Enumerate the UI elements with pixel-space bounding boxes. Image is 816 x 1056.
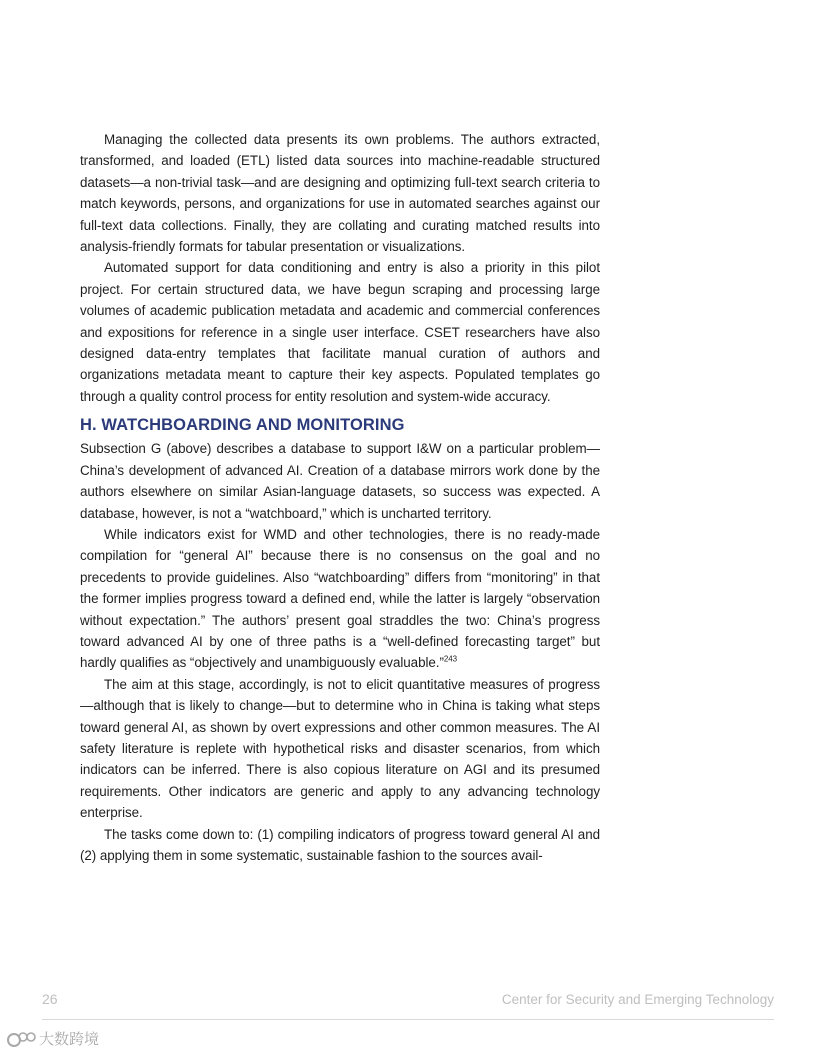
section-heading: H. WATCHBOARDING AND MONITORING [80,416,405,435]
watermark-text: 大数跨境 [39,1031,100,1048]
footnote-marker: 243 [443,654,458,664]
footer-divider [42,1019,774,1020]
body-paragraph-6: The tasks come down to: (1) compiling indicators of progress toward general AI and (2) applying them in some systematic, sustainable fashion to the sources avail- [80,826,600,863]
page-number: 26 [42,991,58,1007]
watermark-logo-icon [6,1029,36,1049]
body-paragraph-4-text: While indicators exist for WMD and other technologies, there is no ready-made compilation for “general AI” because there is no consensus on the goal and no precedents to provide guidelines. Also “watchboarding” differs from “monitoring” in that the former implies progress toward a defined end, while the latter is largely “observation without expectation.” The authors’ present goal straddles the two: China’s progress toward advanced AI by one of three paths is a “well-defined forecasting target” but hardly qualifies as “objectively and unambiguously evaluable.” [80,526,600,671]
body-paragraph-2: Automated support for data conditioning and entry is also a priority in this pilot project. For certain structured data, we have begun scraping and processing large volumes of academic publication metadata and academic and commercial conferences and expositions for reference in a single user interface. CSET researchers have also designed data-entry templates that facilitate manual curation of authors and organizations metadata meant to capture their key aspects. Populated templates go through a quality control process for entity resolution and system-wide accuracy. [80,260,600,404]
body-paragraph-5: The aim at this stage, accordingly, is not to elicit quantitative measures of progress—although that is likely to change—but to determine who in China is taking what steps toward general AI, as shown by overt expressions and other common measures. The AI safety literature is replete with hypothetical risks and disaster scenarios, from which indicators can be inferred. There is also copious literature on AGI and its presumed requirements. Other indicators are generic and apply to any advancing technology enterprise. [80,676,600,821]
footer-organization: Center for Security and Emerging Technology [501,992,774,1007]
watermark [6,1028,99,1049]
body-paragraph-3: Subsection G (above) describes a database to support I&W on a particular problem—China’s development of advanced AI. Creation of a database mirrors work done by the authors elsewhere on similar Asian-language datasets, so success was expected. A database, however, is not a “watchboard,” which is uncharted territory. [80,441,600,521]
body-paragraph-1: Managing the collected data presents its own problems. The authors extracted, transformed, and loaded (ETL) listed data sources into machine-readable structured datasets—a non-trivial task—and are designing and optimizing full-text search criteria to match keywords, persons, and organizations for use in automated searches against our full-text data collections. Finally, they are collating and curating matched results into analysis-friendly formats for tabular presentation or visualizations. [80,132,600,255]
body-paragraph-4 [80,524,600,674]
main-content [80,129,600,866]
